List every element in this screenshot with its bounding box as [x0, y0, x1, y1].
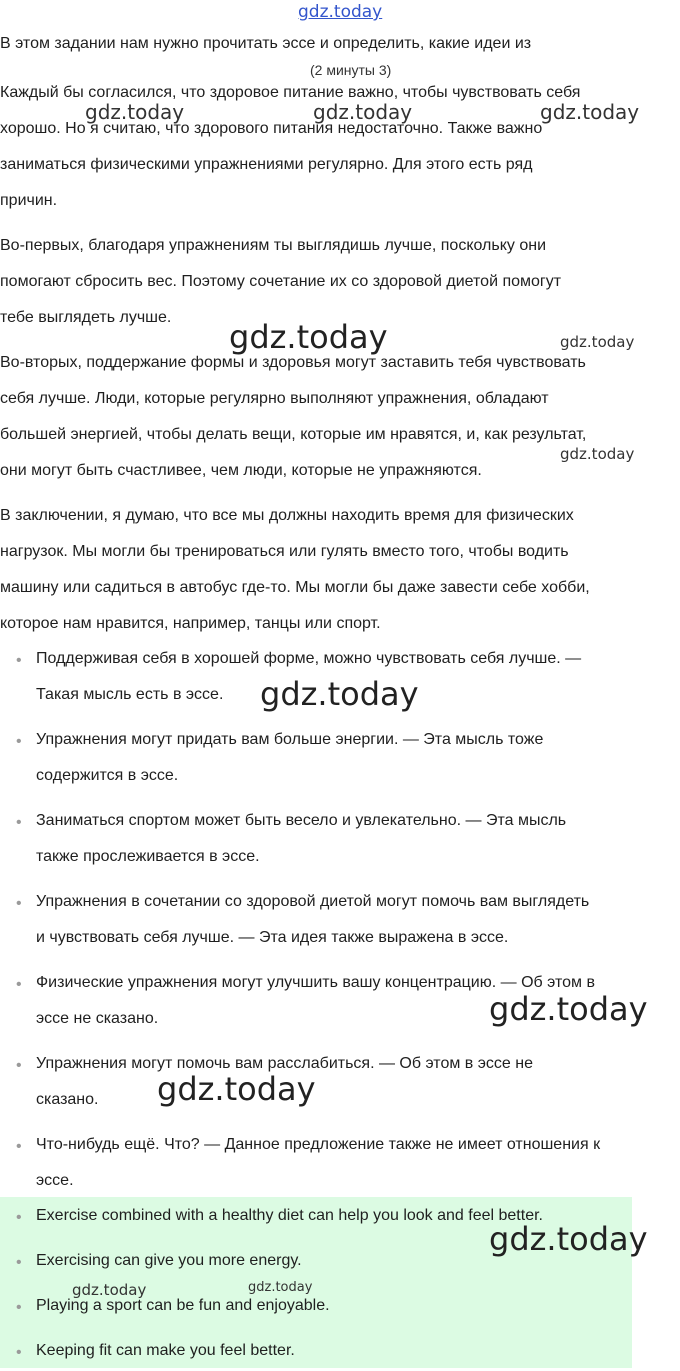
essay-p4-line3: машину или садиться в автобус где-то. Мы могли бы даже завести себе хобби,: [0, 579, 590, 596]
watermark: gdz.today: [489, 990, 648, 1028]
essay-p1-line4: причин.: [0, 192, 58, 209]
watermark: gdz.today: [560, 445, 635, 463]
watermark: gdz.today: [489, 1220, 648, 1258]
idea-1-line2: Такая мысль есть в эссе.: [36, 686, 224, 703]
bullet-icon: •: [16, 814, 22, 831]
essay-p3-line1: Во-вторых, поддержание формы и здоровья могут заставить тебя чувствовать: [0, 354, 586, 371]
essay-p4-line1: В заключении, я думаю, что все мы должны находить время для физических: [0, 507, 574, 524]
essay-p3-line2: себя лучше. Люди, которые регулярно выполняют упражнения, обладают: [0, 390, 549, 407]
bullet-icon: •: [16, 1254, 22, 1271]
idea-4-line2: и чувствовать себя лучше. — Эта идея также выражена в эссе.: [36, 929, 509, 946]
bullet-icon: •: [16, 895, 22, 912]
bullet-icon: •: [16, 1138, 22, 1155]
essay-p2-line1: Во-первых, благодаря упражнениям ты выглядишь лучше, поскольку они: [0, 237, 547, 254]
idea-3-line2: также прослеживается в эссе.: [36, 848, 260, 865]
watermark-top-link[interactable]: gdz.today: [298, 2, 383, 22]
watermark: gdz.today: [157, 1070, 316, 1108]
bullet-icon: •: [16, 976, 22, 993]
watermark: gdz.today: [540, 100, 640, 124]
idea-2-line1: Упражнения могут придать вам больше энергии. — Эта мысль тоже: [36, 731, 544, 748]
essay-p4-line2: нагрузок. Мы могли бы тренироваться или гулять вместо того, чтобы водить: [0, 543, 569, 560]
essay-p2-line3: тебе выглядеть лучше.: [0, 309, 172, 326]
essay-p2-line2: помогают сбросить вес. Поэтому сочетание их со здоровой диетой помогут: [0, 273, 562, 290]
watermark: gdz.today: [560, 333, 635, 351]
essay-p1-line1: Каждый бы согласился, что здоровое питание важно, чтобы чувствовать себя: [0, 84, 581, 101]
idea-5-line1: Физические упражнения могут улучшить вашу концентрацию. — Об этом в: [36, 974, 595, 991]
clipped-text-fragment: (2 минуты 3): [310, 62, 392, 78]
watermark: gdz.today: [313, 100, 413, 124]
idea-6-line1: Упражнения могут помочь вам расслабиться. — Об этом в эссе не: [36, 1055, 533, 1072]
bullet-icon: •: [16, 733, 22, 750]
answer-2: Exercising can give you more energy.: [36, 1252, 302, 1269]
essay-p1-line2: хорошо. Но я считаю, что здорового питания недостаточно. Также важно: [0, 120, 543, 137]
watermark: gdz.today: [85, 100, 185, 124]
watermark: gdz.today: [72, 1281, 147, 1299]
idea-4-line1: Упражнения в сочетании со здоровой диетой могут помочь вам выглядеть: [36, 893, 590, 910]
idea-6-line2: сказано.: [36, 1091, 99, 1108]
idea-7-line2: эссе.: [36, 1172, 74, 1189]
bullet-icon: •: [16, 1057, 22, 1074]
idea-3-line1: Заниматься спортом может быть весело и увлекательно. — Эта мысль: [36, 812, 567, 829]
idea-1-line1: Поддерживая себя в хорошей форме, можно чувствовать себя лучше. —: [36, 650, 582, 667]
essay-p1-line3: заниматься физическими упражнениями регулярно. Для этого есть ряд: [0, 156, 533, 173]
watermark: gdz.today: [229, 318, 388, 356]
bullet-icon: •: [16, 1344, 22, 1361]
essay-p4-line4: которое нам нравится, например, танцы или спорт.: [0, 615, 381, 632]
bullet-icon: •: [16, 1299, 22, 1316]
essay-p3-line4: они могут быть счастливее, чем люди, которые не упражняются.: [0, 462, 482, 479]
idea-5-line2: эссе не сказано.: [36, 1010, 159, 1027]
bullet-icon: •: [16, 652, 22, 669]
answer-3: Playing a sport can be fun and enjoyable.: [36, 1297, 330, 1314]
watermark: gdz.today: [248, 1280, 313, 1295]
essay-p3-line3: большей энергией, чтобы делать вещи, которые им нравятся, и, как результат,: [0, 426, 587, 443]
intro-text: В этом задании нам нужно прочитать эссе и определить, какие идеи из: [0, 35, 532, 52]
answer-4: Keeping fit can make you feel better.: [36, 1342, 295, 1359]
bullet-icon: •: [16, 1209, 22, 1226]
answer-1: Exercise combined with a healthy diet can help you look and feel better.: [36, 1207, 543, 1224]
idea-7-line1: Что-нибудь ещё. Что? — Данное предложение также не имеет отношения к: [36, 1136, 601, 1153]
idea-2-line2: содержится в эссе.: [36, 767, 179, 784]
watermark: gdz.today: [260, 675, 419, 713]
